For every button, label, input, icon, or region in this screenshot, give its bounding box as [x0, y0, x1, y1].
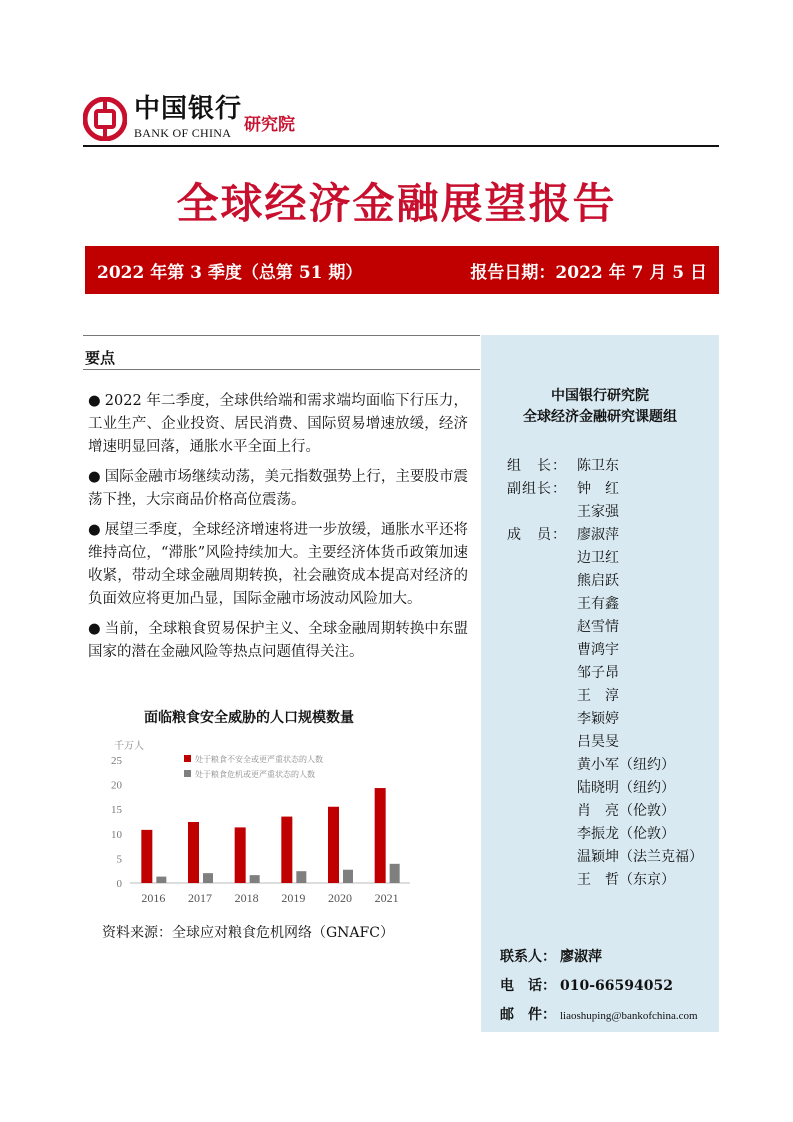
team-member-name: 邹子昂	[577, 665, 619, 681]
team-member-name: 曹鸿宇	[577, 642, 619, 658]
team-member-row	[507, 846, 703, 869]
bar-food-insecure	[375, 788, 386, 883]
bar-food-insecure	[188, 822, 199, 883]
team-member-role	[507, 777, 577, 800]
team-member-name: 温颖坤（法兰克福）	[577, 849, 703, 865]
bar-food-crisis	[343, 870, 353, 883]
issue-label: 2022 年第 3 季度（总第 51 期）	[97, 262, 363, 283]
team-name: 全球经济金融研究课题组	[523, 409, 677, 425]
contact-email-row	[500, 1001, 698, 1031]
team-member-row	[507, 547, 703, 570]
team-member-name: 王 哲（东京）	[577, 872, 675, 888]
team-member-name: 边卫红	[577, 550, 619, 566]
report-title: 全球经济金融展望报告	[176, 179, 617, 228]
team-member-role	[507, 662, 577, 685]
org-name: 中国银行研究院	[551, 388, 649, 404]
team-member-name: 李振龙（伦敦）	[577, 826, 675, 842]
report-date: 报告日期：2022 年 7 月 5 日	[470, 262, 707, 283]
team-member-name: 钟 红	[577, 481, 619, 497]
x-tick-label: 2017	[188, 891, 212, 905]
team-member-row	[507, 639, 703, 662]
y-tick-label: 10	[111, 828, 122, 841]
team-member-role	[507, 501, 577, 524]
team-member-role	[507, 593, 577, 616]
header-rule	[83, 145, 719, 147]
team-member-row	[507, 869, 703, 892]
team-member-name: 陆晓明（纽约）	[577, 780, 675, 796]
legend-swatch	[184, 755, 191, 762]
contact-email[interactable]: liaoshuping@bankofchina.com	[560, 1010, 698, 1022]
chart-title: 面临粮食安全威胁的人口规模数量	[144, 710, 354, 726]
team-member-row	[507, 455, 703, 478]
y-tick-label: 5	[116, 853, 122, 866]
team-member-role	[507, 685, 577, 708]
legend-label: 处于粮食不安全或更严重状态的人数	[195, 755, 323, 764]
team-member-name: 黄小军（纽约）	[577, 757, 675, 773]
x-tick-label: 2016	[141, 891, 166, 905]
key-points	[88, 390, 468, 671]
x-tick-label: 2020	[328, 891, 352, 905]
bar-food-insecure	[141, 830, 152, 883]
team-member-row	[507, 708, 703, 731]
institute-name: 研究院	[244, 115, 295, 135]
contact-phone-label: 电 话：	[500, 978, 556, 994]
key-point: ● 国际金融市场继续动荡，美元指数强势上行，主要股市震荡下挫，大宗商品价格高位震荡。	[88, 469, 468, 508]
x-tick-label: 2018	[234, 891, 259, 905]
y-tick-label: 25	[111, 755, 122, 767]
team-member-role	[507, 731, 577, 754]
contact-phone-row	[500, 972, 698, 1001]
team-member-name: 王 淳	[577, 688, 619, 704]
summary-rule-mid	[83, 369, 480, 370]
team-member-row	[507, 524, 703, 547]
contact-person-label: 联系人：	[500, 949, 556, 965]
team-member-role	[507, 616, 577, 639]
team-members	[507, 455, 703, 892]
x-tick-label: 2019	[281, 891, 306, 905]
bar-food-crisis	[203, 873, 213, 883]
team-member-row	[507, 685, 703, 708]
y-axis-label: 千万人	[114, 741, 144, 752]
y-tick-label: 15	[111, 804, 122, 817]
team-member-row	[507, 478, 703, 501]
team-member-name: 陈卫东	[577, 458, 619, 474]
team-member-row	[507, 616, 703, 639]
bank-of-china-logo-icon	[83, 97, 127, 141]
team-member-row	[507, 731, 703, 754]
summary-rule-top	[83, 335, 480, 336]
contact-person: 廖淑萍	[560, 949, 602, 965]
team-member-row	[507, 754, 703, 777]
x-tick-label: 2021	[374, 891, 399, 905]
food-security-bar-chart	[100, 730, 470, 910]
contact-email-label: 邮 件：	[500, 1007, 556, 1023]
team-member-name: 赵雪情	[577, 619, 619, 635]
y-tick-label: 0	[116, 878, 122, 890]
bar-food-insecure	[235, 827, 246, 883]
team-member-role	[507, 547, 577, 570]
team-member-name: 熊启跃	[577, 573, 619, 589]
team-member-name: 李颖婷	[577, 711, 619, 727]
key-point: ● 当前，全球粮食贸易保护主义、全球金融周期转换中东盟国家的潜在金融风险等热点问题值得关注。	[88, 621, 468, 660]
bar-food-crisis	[390, 864, 400, 883]
bank-name-cn: 中国银行	[134, 94, 243, 124]
issue-banner	[85, 246, 719, 294]
team-member-role: 成 员：	[507, 527, 567, 543]
legend-swatch	[184, 770, 191, 777]
team-member-role	[507, 639, 577, 662]
team-member-name: 廖淑萍	[577, 527, 619, 543]
team-member-row	[507, 662, 703, 685]
team-member-name: 肖 亮（伦敦）	[577, 803, 675, 819]
team-member-role	[507, 846, 577, 869]
team-member-name: 王有鑫	[577, 596, 619, 612]
bar-food-crisis	[296, 871, 306, 883]
team-member-row	[507, 800, 703, 823]
team-member-row	[507, 777, 703, 800]
team-member-role: 副组长：	[507, 481, 567, 497]
team-member-row	[507, 593, 703, 616]
legend-label: 处于粮食危机或更严重状态的人数	[195, 770, 315, 779]
team-member-name: 吕昊旻	[577, 734, 619, 750]
bar-food-crisis	[156, 877, 166, 883]
team-member-role	[507, 800, 577, 823]
contact-phone: 010-66594052	[560, 978, 673, 994]
contact-person-row	[500, 943, 698, 972]
bar-food-crisis	[250, 875, 260, 883]
key-point: ● 展望三季度，全球经济增速将进一步放缓，通胀水平还将维持高位，“滞胀”风险持续加大。主要经济体货币政策加速收紧，带动全球金融周期转换，社会融资成本提高对经济的负面效应将更加凸显，国际金融市场波动风险加大。	[88, 522, 468, 607]
team-member-name: 王家强	[577, 504, 619, 520]
team-member-role	[507, 869, 577, 892]
team-member-role	[507, 823, 577, 846]
bar-food-insecure	[281, 817, 292, 883]
key-point: ● 2022 年二季度，全球供给端和需求端均面临下行压力，工业生产、企业投资、居民消费、国际贸易增速放缓，经济增速明显回落，通胀水平全面上行。	[88, 393, 468, 455]
contact-info	[500, 943, 698, 1031]
y-tick-label: 20	[111, 779, 122, 792]
team-member-role: 组 长：	[507, 458, 567, 474]
team-member-role	[507, 754, 577, 777]
chart-source: 资料来源：全球应对粮食危机网络（GNAFC）	[102, 925, 394, 941]
bar-food-insecure	[328, 807, 339, 883]
team-member-row	[507, 823, 703, 846]
team-member-role	[507, 570, 577, 593]
bank-name-en: BANK OF CHINA	[134, 126, 232, 140]
team-member-role	[507, 708, 577, 731]
summary-heading: 要点	[85, 349, 116, 367]
team-member-row	[507, 501, 703, 524]
team-member-row	[507, 570, 703, 593]
